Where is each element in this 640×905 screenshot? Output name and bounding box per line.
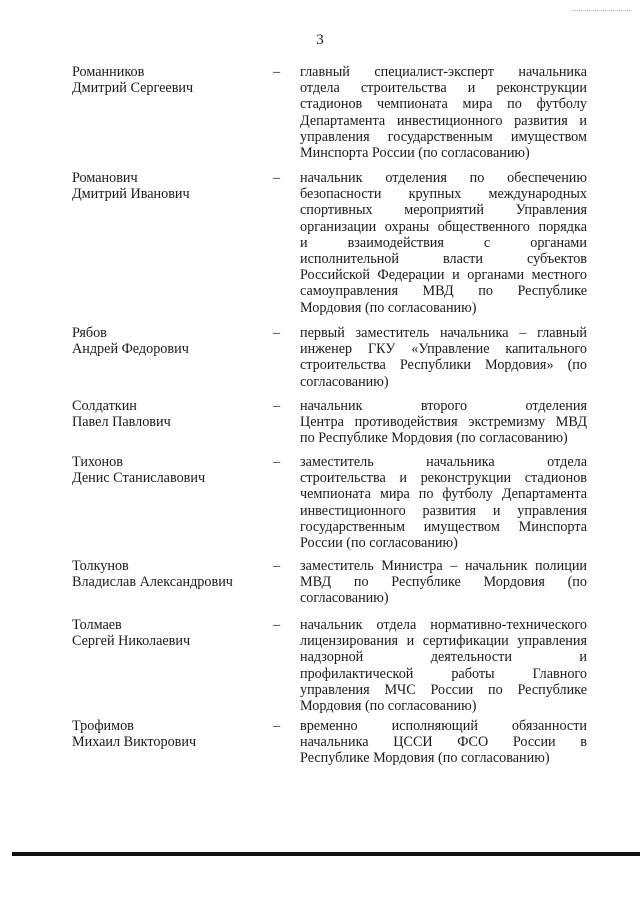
position-line: профилактической работы Главного	[300, 665, 587, 682]
position-line: самоуправления МВД по Республике	[300, 283, 587, 300]
member-position	[300, 170, 587, 316]
member-position	[300, 718, 587, 767]
position-line: Центра противодействия экстремизму МВД	[300, 414, 587, 431]
position-line: управления государственным имуществом	[300, 128, 587, 145]
position-line: начальника ЦССИ ФСО России в	[300, 734, 587, 751]
position-line: временно исполняющий обязанности	[300, 718, 587, 734]
position-line: главный специалист-эксперт начальника	[300, 64, 587, 80]
position-line: Мордовия (по согласованию)	[300, 299, 477, 316]
position-line: Мордовия (по согласованию)	[300, 698, 477, 715]
member-given-names: Сергей Николаевич	[72, 633, 191, 649]
separator-dash: –	[273, 170, 281, 186]
position-line: Минспорта России (по согласованию)	[300, 145, 530, 162]
separator-dash: –	[273, 617, 281, 633]
position-line: начальник отдела нормативно-технического	[300, 617, 587, 633]
position-line: заместитель Министра – начальник полиции	[300, 558, 587, 574]
member-surname: Рябов	[72, 325, 107, 341]
member-name	[72, 170, 272, 202]
separator-dash: –	[273, 325, 281, 341]
separator-dash: –	[273, 454, 281, 470]
member-given-names: Владислав Александрович	[72, 574, 233, 590]
member-name	[72, 398, 272, 430]
member-given-names: Павел Павлович	[72, 414, 171, 430]
position-line: заместитель начальника отдела	[300, 454, 587, 470]
position-line: надзорной деятельности и	[300, 649, 587, 666]
member-position	[300, 325, 587, 390]
position-line: строительства и реконструкции стадионов	[300, 470, 587, 487]
member-name	[72, 558, 272, 590]
member-position	[300, 617, 587, 714]
member-surname: Тихонов	[72, 454, 123, 470]
position-line: первый заместитель начальника – главный	[300, 325, 587, 341]
member-surname: Романников	[72, 64, 145, 80]
member-position	[300, 558, 587, 607]
position-line: стадионов чемпионата мира по футболу	[300, 96, 587, 113]
position-line: исполнительной власти субъектов	[300, 251, 587, 268]
member-given-names: Михаил Викторович	[72, 734, 197, 750]
position-line: государственным имуществом Минспорта	[300, 518, 587, 535]
bottom-rule	[12, 852, 640, 856]
position-line: отдела строительства и реконструкции	[300, 80, 587, 97]
member-given-names: Андрей Федорович	[72, 341, 189, 357]
member-name	[72, 454, 272, 486]
member-name	[72, 718, 272, 750]
position-line: МВД по Республике Мордовия (по	[300, 574, 587, 591]
member-position	[300, 398, 587, 447]
member-surname: Романович	[72, 170, 138, 186]
position-line: по Республике Мордовия (по согласованию)	[300, 430, 568, 447]
member-position	[300, 454, 587, 551]
separator-dash: –	[273, 558, 281, 574]
position-line: согласованию)	[300, 373, 389, 390]
separator-dash: –	[273, 718, 281, 734]
page-number: 3	[316, 32, 324, 48]
member-name	[72, 64, 272, 96]
position-line: безопасности крупных международных	[300, 186, 587, 203]
position-line: Департамента инвестиционного развития и	[300, 112, 587, 129]
member-name	[72, 325, 272, 357]
separator-dash: –	[273, 64, 281, 80]
separator-dash: –	[273, 398, 281, 414]
position-line: инженер ГКУ «Управление капитального	[300, 341, 587, 358]
position-line: чемпионата мира по футболу Департамента	[300, 486, 587, 503]
position-line: лицензирования и сертификации управления	[300, 633, 587, 650]
member-given-names: Дмитрий Иванович	[72, 186, 190, 202]
position-line: Российской Федерации и органами местного	[300, 267, 587, 284]
member-surname: Толкунов	[72, 558, 129, 574]
position-line: организации охраны общественного порядка	[300, 218, 587, 235]
member-surname: Толмаев	[72, 617, 122, 633]
position-line: спортивных мероприятий Управления	[300, 202, 587, 219]
position-line: Республике Мордовия (по согласованию)	[300, 750, 550, 767]
member-given-names: Дмитрий Сергеевич	[72, 80, 194, 96]
member-position	[300, 64, 587, 161]
position-line: начальник отделения по обеспечению	[300, 170, 587, 186]
member-given-names: Денис Станиславович	[72, 470, 206, 486]
position-line: России (по согласованию)	[300, 535, 458, 552]
position-line: начальник второго отделения	[300, 398, 587, 414]
position-line: инвестиционного развития и управления	[300, 502, 587, 519]
member-surname: Трофимов	[72, 718, 134, 734]
position-line: строительства Республики Мордовия» (по	[300, 357, 587, 374]
member-name	[72, 617, 272, 649]
position-line: и взаимодействия с органами	[300, 234, 587, 251]
scan-edge-marks	[572, 0, 632, 11]
position-line: согласованию)	[300, 590, 389, 607]
position-line: управления МЧС России по Республике	[300, 681, 587, 698]
member-surname: Солдаткин	[72, 398, 137, 414]
